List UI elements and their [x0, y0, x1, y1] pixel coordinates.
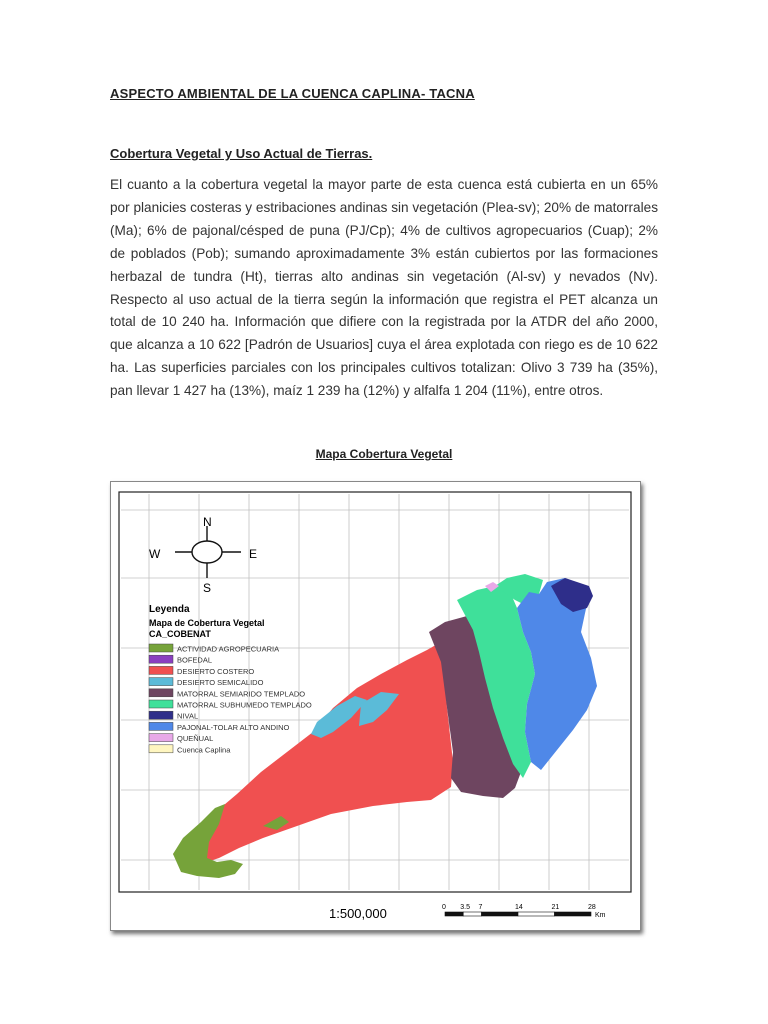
legend-swatch — [149, 655, 173, 663]
legend-label: DESIERTO SEMICALIDO — [177, 678, 264, 688]
compass-w: W — [149, 547, 161, 561]
page-title: ASPECTO AMBIENTAL DE LA CUENCA CAPLINA- TACNA — [110, 86, 475, 101]
scale-tick-label: 21 — [551, 904, 560, 911]
compass-s: S — [203, 581, 212, 595]
map-caption: Mapa Cobertura Vegetal — [315, 447, 453, 461]
legend-swatch — [149, 711, 173, 719]
legend-label: QUEÑUAL — [177, 734, 214, 744]
legend-layer: CA_COBENAT — [149, 629, 211, 639]
legend-label: PAJONAL-TOLAR ALTO ANDINO — [177, 722, 290, 732]
scale-tick-label: 3.5 — [460, 904, 470, 911]
scale-segment — [445, 912, 463, 916]
scale-tick-label: 28 — [588, 904, 596, 911]
legend-swatch — [149, 678, 173, 686]
scale-bar — [442, 904, 606, 919]
legend-swatch — [149, 734, 173, 742]
legend-swatch — [149, 745, 173, 753]
body-paragraph: El cuanto a la cobertura vegetal la mayor parte de esta cuenca está cubierta en un 65% por planicies costeras y estribaciones andinas sin vegetación (Plea-sv); 20% de matorrales (Ma); 6% de pajonal/césped de puna (PJ/Cp); 4% de cultivos agropecuarios (Cuap); 2% de poblados (Pob); sumando aproximadamente 3% están cubiertos por las formaciones herbazal de tundra (Ht), tierras alto andinas sin vegetación (Al-sv) y nevados (Nv). Respecto al uso actual de la tierra según la información que registra el PET alcanza un total de 10 240 ha. Información que difiere con la registrada por la ATDR del año 2000, que alcanza a 10 622 [Padrón de Usuarios] cuya el área explotada con riego es de 10 622 ha. Las superficies parciales con los principales cultivos totalizan: Olivo 3 739 ha (35%), pan llevar 1 427 ha (13%), maíz 1 239 ha (12%) y alfalfa 1 204 (11%), entre otros. — [110, 177, 658, 399]
legend-label: Cuenca Caplina — [177, 745, 231, 755]
legend-label: MATORRAL SUBHUMEDO TEMPLADO — [177, 700, 312, 710]
scale-segment — [482, 912, 519, 916]
legend-title: Leyenda — [149, 604, 190, 615]
compass-e: E — [249, 547, 258, 561]
legend-swatch — [149, 722, 173, 730]
legend-label: NIVAL — [177, 711, 199, 721]
legend-swatch — [149, 689, 173, 697]
legend-swatch — [149, 644, 173, 652]
scale-tick-label: 0 — [442, 904, 446, 911]
legend-label: ACTIVIDAD AGROPECUARIA — [177, 644, 280, 654]
legend-swatch — [149, 700, 173, 708]
scale-segment — [518, 912, 555, 916]
scale-segment — [555, 912, 592, 916]
scale-ratio: 1:500,000 — [329, 906, 387, 921]
section-heading: Cobertura Vegetal y Uso Actual de Tierras. — [110, 146, 373, 161]
legend-swatch — [149, 666, 173, 674]
scale-segment — [463, 912, 481, 916]
compass-n: N — [203, 515, 212, 529]
scale-tick-label: 14 — [515, 904, 523, 911]
map-canvas — [111, 482, 640, 930]
scale-tick-label: 7 — [478, 904, 483, 911]
land-cover-map — [110, 481, 641, 931]
scale-unit: Km — [595, 912, 606, 919]
legend-label: BOFEDAL — [177, 655, 213, 665]
legend-subtitle: Mapa de Cobertura Vegetal — [149, 618, 265, 628]
legend-label: MATORRAL SEMIARIDO TEMPLADO — [177, 689, 306, 699]
legend-label: DESIERTO COSTERO — [177, 666, 255, 676]
